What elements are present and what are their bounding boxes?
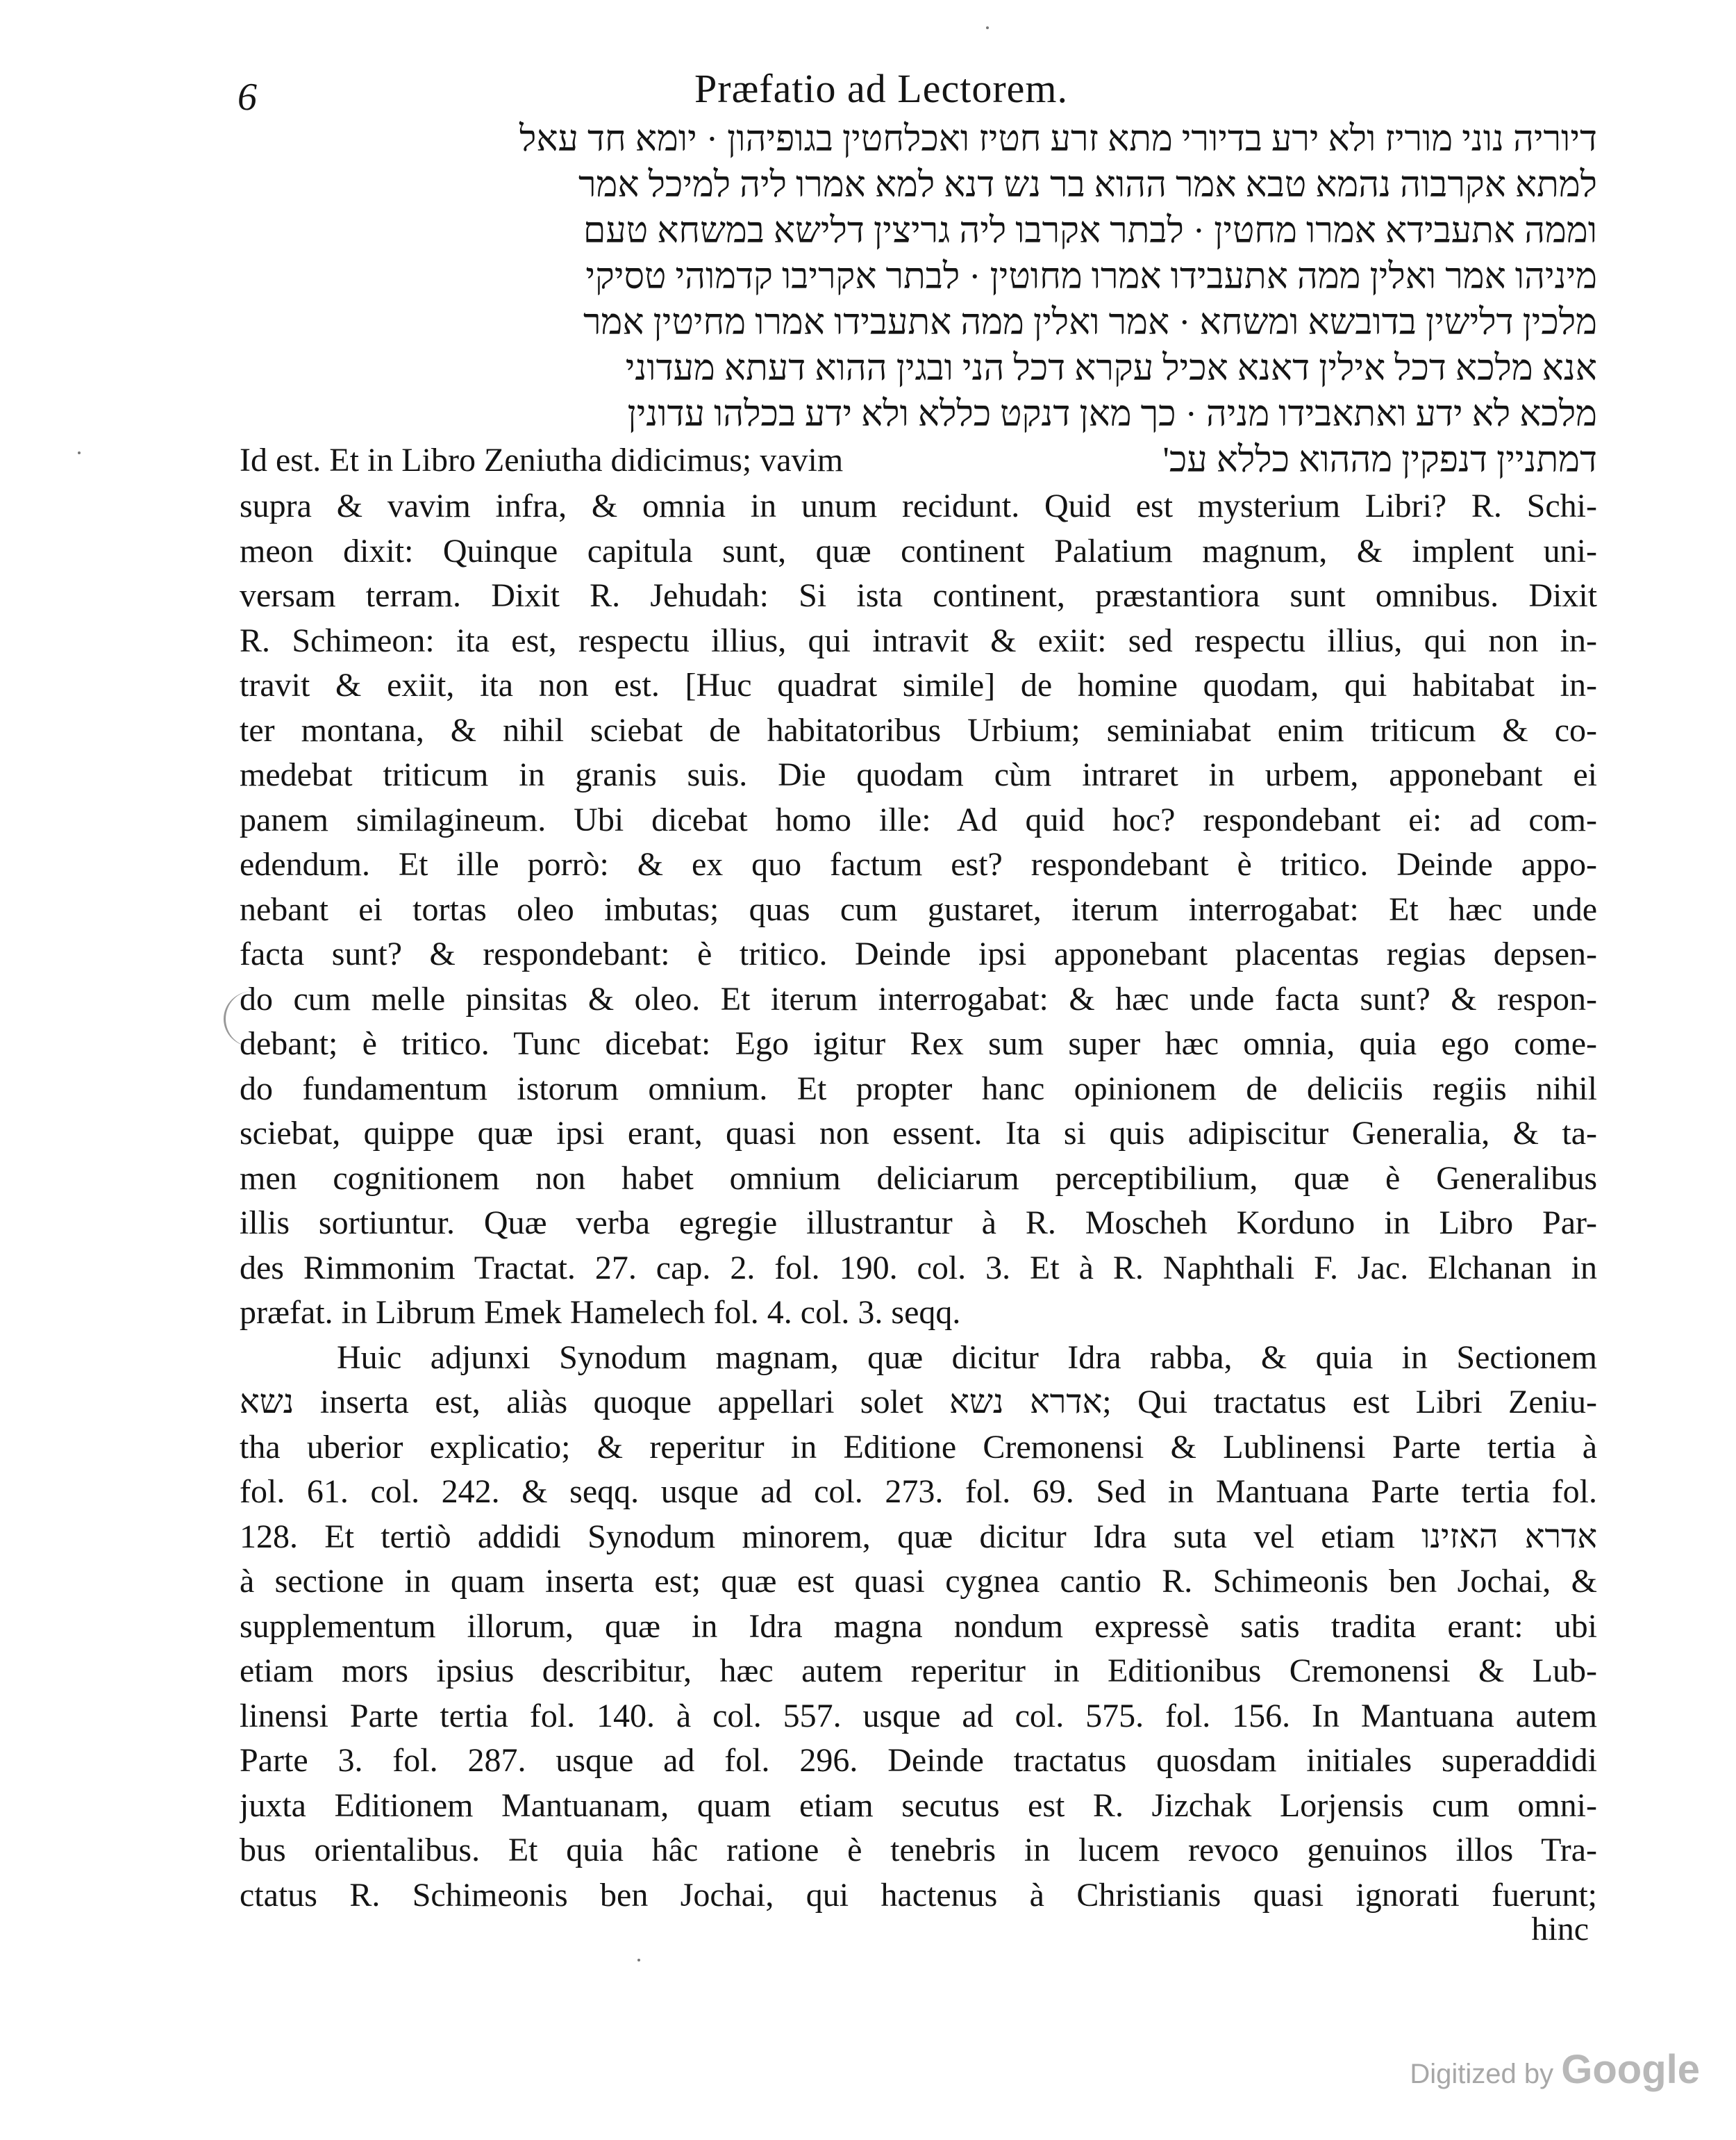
text-line: debant; è tritico. Tunc dicebat: Ego igitur Rex sum super hæc omnia, quia ego come- xyxy=(240,1025,1597,1062)
text-line: edendum. Et ille porrò: & ex quo factum est? respondebant è tritico. Deinde appo- xyxy=(240,846,1597,883)
mixed-line xyxy=(240,438,1597,483)
text-line: linensi Parte tertia fol. 140. à col. 557. usque ad col. 575. fol. 156. In Mantuana autem xyxy=(240,1697,1597,1734)
running-head: Præfatio ad Lectorem. xyxy=(694,66,1068,111)
catchword: hinc xyxy=(1531,1911,1589,1948)
paper-speck xyxy=(986,26,989,29)
paper-stain xyxy=(224,991,281,1047)
text-line: etiam mors ipsius describitur, hæc autem reperitur in Editionibus Cremonensi & Lub- xyxy=(240,1652,1597,1689)
hebrew-passage xyxy=(240,117,1597,438)
text-line: à sectione in quam inserta est; quæ est quasi cygnea cantio R. Schimeonis ben Jochai, & xyxy=(240,1563,1597,1600)
text-line: sciebat, quippe quæ ipsi erant, quasi non essent. Ita si quis adipiscitur Generalia, & ta- xyxy=(240,1115,1597,1152)
text-line: ter montana, & nihil sciebat de habitatoribus Urbium; seminiabat enim triticum & co- xyxy=(240,711,1597,749)
hebrew-line: מיניהו אמר ואלין ממה אתעבידו אמרו מחוטין · לבתר אקריבו קדמוהי טסיקי xyxy=(585,257,1597,297)
text-line: juxta Editionem Mantuanam, quam etiam secutus est R. Jizchak Lorjensis cum omni- xyxy=(240,1786,1597,1824)
text-line: præfat. in Librum Emek Hamelech fol. 4. col. 3. seqq. xyxy=(240,1294,961,1331)
text-line: panem similagineum. Ubi dicebat homo ille: Ad quid hoc? respondebant ei: ad com- xyxy=(240,801,1597,838)
text-line: supra & vavim infra, & omnia in unum recidunt. Quid est mysterium Libri? R. Schi- xyxy=(240,488,1597,524)
digitized-watermark xyxy=(1410,2046,1700,2093)
hebrew-line: אנא מלכא דכל אילין דאנא אכיל עקרא דכל הני ובגין ההוא דעתא מעדוני xyxy=(625,349,1597,388)
text-line: 128. Et tertiò addidi Synodum minorem, quæ dicitur Idra suta vel etiam אדרא האזינו xyxy=(240,1518,1597,1555)
hebrew-line: דיוריה נוני מוריז ולא ירע בדיורי מתא זרע חטיז ואכלחטין בגופיהון · יומא חד עאל xyxy=(519,119,1597,159)
hebrew-line: וממה אתעבידא אמרו מחטין · לבתר אקרבו ליה גריצין דלישא במשחא טעם xyxy=(583,211,1597,251)
hebrew-line: מלכא לא ידע ואתאבידו מניה · כך מאן דנקט כללא ולא ידע בכלהו עדונין xyxy=(627,395,1597,434)
text-line: Huic adjunxi Synodum magnam, quæ dicitur Idra rabba, & quia in Sectionem xyxy=(337,1338,1597,1376)
paper-speck xyxy=(78,451,81,454)
mixed-line-hebrew: דמתניין דנפקין מההוא כללא עכ' xyxy=(1162,440,1597,480)
text-line: versam terram. Dixit R. Jehudah: Si ista continent, præstantiora sunt omnibus. Dixit xyxy=(240,577,1597,614)
mixed-line-latin: Id est. Et in Libro Zeniutha didicimus; vavim xyxy=(240,442,844,479)
page-number: 6 xyxy=(237,76,257,119)
digitized-label: Digitized by xyxy=(1410,2059,1554,2089)
text-line: R. Schimeon: ita est, respectu illius, qui intravit & exiit: sed respectu illius, qui non in- xyxy=(240,622,1597,659)
text-line: do fundamentum istorum omnium. Et propter hanc opinionem de deliciis regiis nihil xyxy=(240,1070,1597,1107)
text-line: illis sortiuntur. Quæ verba egregie illustrantur à R. Moscheh Korduno in Libro Par- xyxy=(240,1204,1597,1241)
text-line: do cum melle pinsitas & oleo. Et iterum interrogabat: & hæc unde facta sunt? & respon- xyxy=(240,980,1597,1018)
text-line: nebant ei tortas oleo imbutas; quas cum gustaret, iterum interrogabat: Et hæc unde xyxy=(240,890,1597,928)
text-line: bus orientalibus. Et quia hâc ratione è tenebris in lucem revoco genuinos illos Tra- xyxy=(240,1832,1597,1868)
text-line: men cognitionem non habet omnium deliciarum perceptibilium, quæ è Generalibus xyxy=(240,1159,1597,1197)
google-logo: Google xyxy=(1561,2047,1700,2092)
text-line: des Rimmonim Tractat. 27. cap. 2. fol. 190. col. 3. Et à R. Naphthali F. Jac. Elchanan in xyxy=(240,1249,1597,1286)
text-line: medebat triticum in granis suis. Die quodam cùm intraret in urbem, apponebant ei xyxy=(240,756,1597,793)
paper-speck xyxy=(637,1959,640,1961)
hebrew-line: מלכין דלישין בדובשא ומשחא · אמר ואלין ממה אתעבידו אמרו מחיטין אמר xyxy=(583,303,1597,342)
hebrew-line: למתא אקרבוה נהמא טבא אמר ההוא בר נש דנא למא אמרו ליה למיכל אמר xyxy=(578,165,1597,205)
text-line: Parte 3. fol. 287. usque ad fol. 296. Deinde tractatus quosdam initiales superaddidi xyxy=(240,1742,1597,1779)
text-line: tha uberior explicatio; & reperitur in Editione Cremonensi & Lublinensi Parte tertia à xyxy=(240,1428,1597,1466)
text-line: meon dixit: Quinque capitula sunt, quæ continent Palatium magnum, & implent uni- xyxy=(240,532,1597,570)
text-line: travit & exiit, ita non est. [Huc quadrat simile] de homine quodam, qui habitabat in- xyxy=(240,667,1597,704)
text-line: facta sunt? & respondebant: è tritico. Deinde ipsi apponebant placentas regias depsen- xyxy=(240,936,1597,972)
text-line: נשא inserta est, aliàs quoque appellari solet אדרא נשא; Qui tractatus est Libri Zeniu- xyxy=(240,1384,1597,1420)
text-line: supplementum illorum, quæ in Idra magna nondum expressè satis tradita erant: ubi xyxy=(240,1607,1597,1645)
text-line: ctatus R. Schimeonis ben Jochai, qui hactenus à Christianis quasi ignorati fuerunt; xyxy=(240,1876,1597,1914)
text-line: fol. 61. col. 242. & seqq. usque ad col. 273. fol. 69. Sed in Mantuana Parte tertia fol. xyxy=(240,1473,1597,1510)
latin-passage xyxy=(240,484,1597,1918)
